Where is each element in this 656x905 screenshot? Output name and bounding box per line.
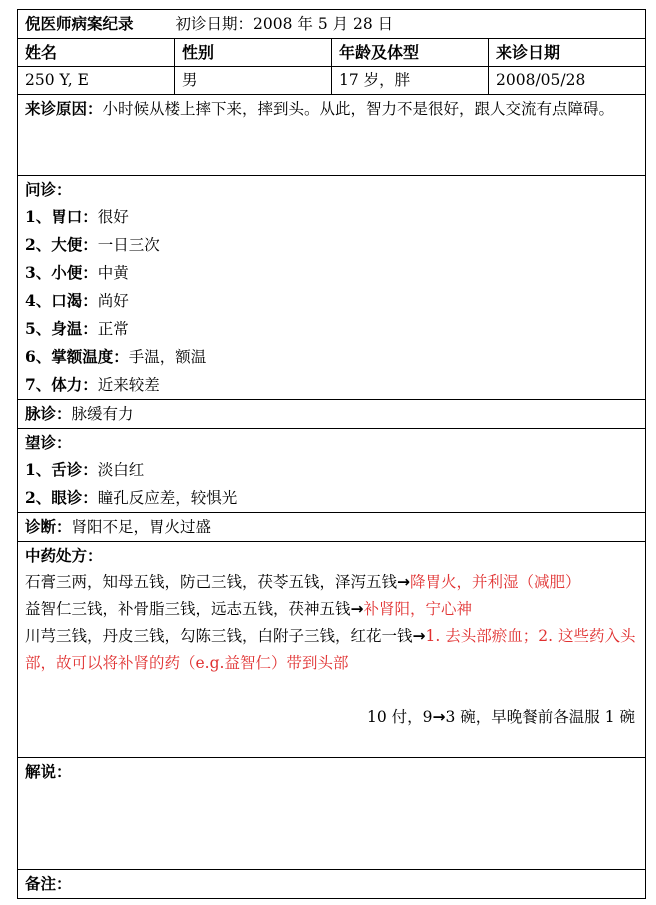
remarks-cell: [18, 870, 646, 899]
prescription-herbs: 川芎三钱，丹皮三钱，勾陈三钱，白附子三钱，红花一钱: [25, 627, 413, 645]
case-record-table: [17, 9, 646, 899]
inquiry-item-label: 6、掌额温度：: [25, 347, 129, 366]
patient-visit-date: 2008/05/28: [489, 67, 646, 95]
observation-item-label: 2、眼诊：: [25, 488, 98, 507]
reason-row: [18, 95, 646, 176]
right-arrow-icon: →: [397, 573, 411, 591]
observation-item-label: 1、舌诊：: [25, 460, 98, 479]
prescription-dosage: [25, 704, 645, 731]
header-sex: 性别: [175, 39, 332, 67]
dosage-post: 3 碗，早晚餐前各温服 1 碗: [445, 708, 635, 726]
right-arrow-icon: →: [350, 600, 364, 618]
prescription-effect: 补肾阳，宁心神: [363, 600, 473, 618]
inquiry-item: [25, 315, 645, 343]
pulse-cell: [18, 400, 646, 429]
prescription-cell: [18, 542, 646, 758]
patient-age-build: 17 岁，胖: [332, 67, 489, 95]
observation-cell: [18, 429, 646, 513]
inquiry-item-value: 近来较差: [97, 376, 160, 394]
inquiry-item-label: 3、小便：: [25, 263, 98, 282]
observation-row: [18, 429, 646, 513]
explanation-row: [18, 758, 646, 870]
inquiry-item-label: 7、体力：: [25, 375, 98, 394]
prescription-effect: 降胃火，并利湿（减肥）: [410, 573, 581, 591]
inquiry-item-label: 5、身温：: [25, 319, 98, 338]
pulse-row: [18, 400, 646, 429]
prescription-line: [25, 569, 645, 596]
inquiry-item-value: 手温，额温: [128, 348, 207, 366]
inquiry-item-value: 尚好: [97, 292, 129, 310]
observation-item-value: 瞳孔反应差，较惧光: [97, 489, 238, 507]
inquiry-cell: [18, 176, 646, 400]
explanation-cell: [18, 758, 646, 870]
record-title: 倪医师病案纪录: [25, 14, 134, 33]
right-arrow-icon: →: [432, 708, 446, 726]
diagnosis-cell: [18, 513, 646, 542]
prescription-row: [18, 542, 646, 758]
patient-sex: 男: [175, 67, 332, 95]
dosage-pre: 10 付，9: [366, 708, 433, 726]
case-record-sheet: [17, 9, 645, 899]
reason-text: 小时候从楼上摔下来，摔到头。从此，智力不是很好，跟人交流有点障碍。: [102, 100, 615, 118]
prescription-effect: 1. 去头部瘀血；2. 这些药入头部，故可以将补肾的药（e.g.益智仁）带到头部: [25, 627, 636, 672]
diagnosis-row: [18, 513, 646, 542]
inquiry-item: [25, 203, 645, 231]
inquiry-item: [25, 231, 645, 259]
reason-cell: [18, 95, 646, 176]
diagnosis-label: 诊断：: [25, 517, 72, 536]
header-visit-date: 来诊日期: [489, 39, 646, 67]
inquiry-item-label: 4、口渴：: [25, 291, 98, 310]
remarks-row: [18, 870, 646, 899]
diagnosis-value: 肾阳不足，胃火过盛: [71, 518, 212, 536]
prescription-label: 中药处方：: [25, 546, 103, 565]
right-arrow-icon: →: [412, 627, 426, 645]
prescription-herbs: 石膏三两，知母五钱，防己三钱，茯苓五钱，泽泻五钱: [25, 573, 398, 591]
header-age-build: 年龄及体型: [332, 39, 489, 67]
title-row: [18, 10, 646, 39]
observation-item-value: 淡白红: [97, 461, 145, 479]
inquiry-item-value: 正常: [97, 320, 129, 338]
pulse-label: 脉诊：: [25, 404, 72, 423]
patient-name: 250 Y, E: [18, 67, 175, 95]
observation-item: [25, 456, 645, 484]
observation-label: 望诊：: [25, 433, 72, 452]
remarks-label: 备注：: [25, 874, 72, 893]
pulse-value: 脉缓有力: [71, 405, 134, 423]
explanation-label: 解说：: [25, 762, 72, 781]
inquiry-row: [18, 176, 646, 400]
header-name: 姓名: [18, 39, 175, 67]
inquiry-item-value: 一日三次: [97, 236, 160, 254]
first-visit-date: 初诊日期：2008 年 5 月 28 日: [175, 15, 394, 33]
inquiry-label: 问诊：: [25, 180, 72, 199]
inquiry-item-value: 很好: [97, 208, 129, 226]
prescription-herbs: 益智仁三钱，补骨脂三钱，远志五钱，茯神五钱: [25, 600, 351, 618]
prescription-line: [25, 596, 645, 623]
column-header-row: [18, 39, 646, 67]
inquiry-item: [25, 343, 645, 371]
reason-label: 来诊原因：: [25, 99, 103, 118]
inquiry-item-value: 中黄: [97, 264, 129, 282]
inquiry-item: [25, 259, 645, 287]
inquiry-item-label: 1、胃口：: [25, 207, 98, 226]
observation-item: [25, 484, 645, 512]
inquiry-item-label: 2、大便：: [25, 235, 98, 254]
title-cell: [18, 10, 646, 39]
prescription-line: [25, 623, 645, 677]
patient-row: [18, 67, 646, 95]
inquiry-item: [25, 371, 645, 399]
inquiry-item: [25, 287, 645, 315]
